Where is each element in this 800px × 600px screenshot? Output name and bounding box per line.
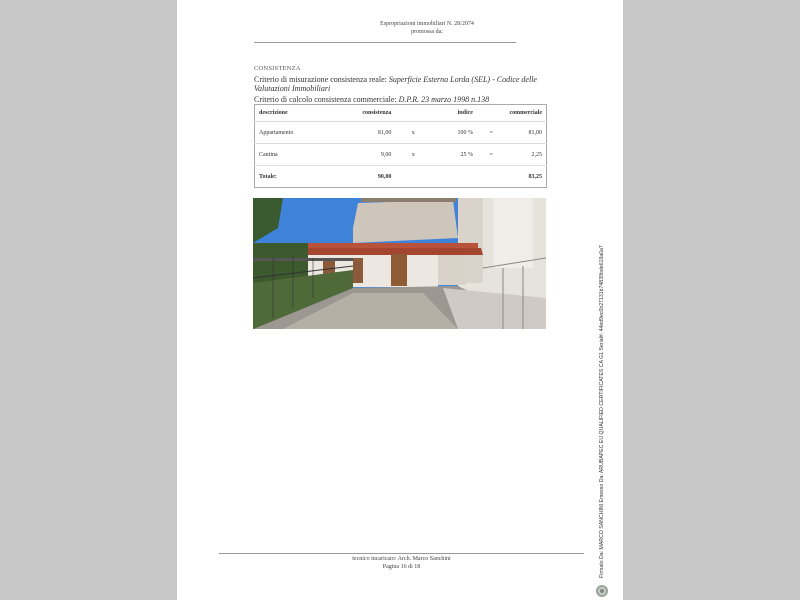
- header-descrizione: descrizione: [255, 105, 344, 122]
- table-row: Cantina 9,00 x 25 % = 2,25: [255, 144, 547, 166]
- table-total-row: Totale: 90,00 83,25: [259, 173, 542, 180]
- digital-signature-text: [599, 570, 605, 578]
- measurement-criterion-value: Superficie Esterna Lorda (SEL) - Codice delle Valutazioni Immobiliari: [254, 75, 537, 93]
- seal-icon: [595, 584, 609, 598]
- footer-divider: [219, 553, 584, 554]
- header-commerciale: commerciale: [505, 105, 546, 122]
- header-promoted-by: promossa da:: [411, 29, 443, 35]
- document-page: [177, 0, 623, 600]
- property-photo: [253, 198, 546, 329]
- calc-criterion: [254, 95, 489, 104]
- header-consistenza: consistenza: [344, 105, 396, 122]
- footer-technician: tecnico incaricato: Arch. Marco Sanchini: [352, 556, 451, 562]
- header-procedure-number: Espropriazioni immobiliari N. 28/2074: [380, 21, 474, 27]
- measurement-criterion-label: Criterio di misurazione consistenza reale:: [254, 75, 387, 84]
- measurement-criterion: [254, 75, 554, 93]
- consistency-table: [254, 104, 547, 188]
- calc-criterion-label: Criterio di calcolo consistenza commerciale:: [254, 95, 397, 104]
- page-number: Pagina 16 di 18: [382, 564, 421, 570]
- section-title: CONSISTENZA: [254, 65, 301, 72]
- header-indice: indice: [431, 105, 477, 122]
- table-header-row: [255, 105, 547, 122]
- header-divider: [254, 42, 516, 43]
- table-row: Appartamento 81,00 x 100 % = 81,00: [255, 122, 547, 144]
- calc-criterion-value: D.P.R. 23 marzo 1998 n.138: [398, 95, 490, 104]
